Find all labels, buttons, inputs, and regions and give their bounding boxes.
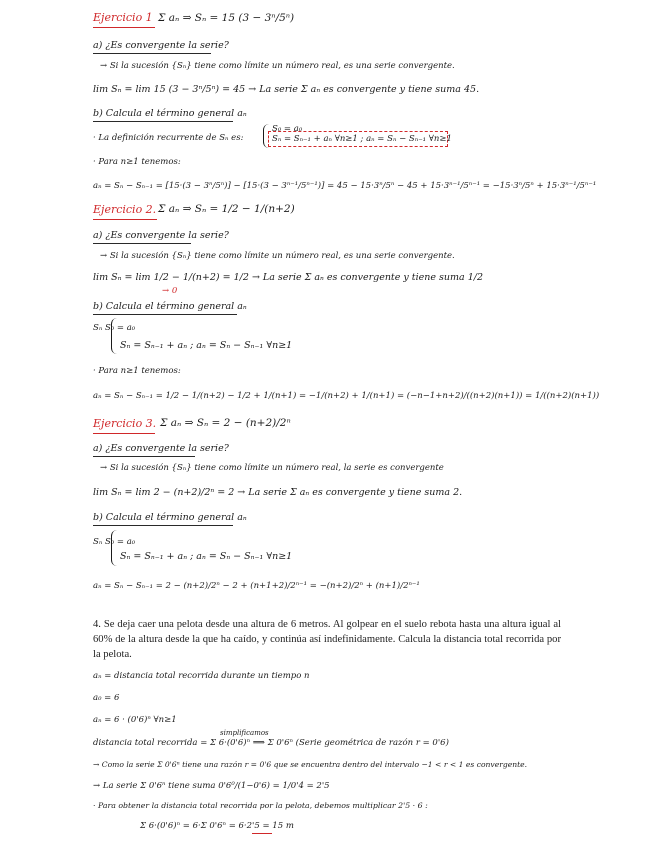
ex1-for-n: · Para n≥1 tenemos: [93,157,181,167]
p4-simplify-note: simplificamos [220,729,269,737]
ex1-general-term: aₙ = Sₙ − Sₙ₋₁ = [15·(3 − 3ⁿ/5ⁿ)] − [15·(3 − 3ⁿ⁻¹/5ⁿ⁻¹)] = 45 − 15·3ⁿ/5ⁿ − 45 + 15·3ⁿ⁻¹/5ⁿ⁻¹ = −15·3ⁿ/5ⁿ + 15·3ⁿ⁻¹/5ⁿ⁻¹ [93,181,597,191]
p4-line-result: Σ 6·(0'6)ⁿ = 6·Σ 0'6ⁿ = 6·2'5 = 15 m [140,821,294,831]
ex2-heading-formula: Σ aₙ ⇒ Sₙ = 1/2 − 1/(n+2) [158,203,295,215]
ex3-question-b-underline [93,525,233,526]
ex2-for-n: · Para n≥1 tenemos: [93,366,181,376]
p4-line-convergence: → Como la serie Σ 0'6ⁿ tiene una razón r = 0'6 que se encuentra dentro del intervalo −1 < r < 1 es convergente. [93,760,528,769]
p4-line-definition: aₙ = distancia total recorrida durante un tiempo n [93,671,310,681]
ex2-question-a: a) ¿Es convergente la serie? [93,230,229,241]
ex1-question-a-underline [93,53,211,54]
ex3-recurrence-step: Sₙ = Sₙ₋₁ + aₙ ; aₙ = Sₙ − Sₙ₋₁ ∀n≥1 [120,551,293,562]
p4-line-multiply: · Para obtener la distancia total recorrida por la pelota, debemos multiplicar 2'5 · 6 : [93,801,428,810]
ex3-title: Ejercicio 3. [93,417,157,430]
p4-line-initial: a₀ = 6 [93,693,120,703]
ex2-limit-note: → 0 [162,286,178,296]
ex3-question-b: b) Calcula el término general aₙ [93,512,247,523]
ex1-recurrence-step: Sₙ = Sₙ₋₁ + aₙ ∀n≥1 ; aₙ = Sₙ − Sₙ₋₁ ∀n≥1 [272,134,452,144]
ex3-recurrence-base: Sₙ S₀ = a₀ [93,537,136,547]
ex1-answer-a2: lim Sₙ = lim 15 (3 − 3ⁿ/5ⁿ) = 45 → La serie Σ aₙ es convergente y tiene suma 45. [93,84,480,95]
ex3-answer-a2: lim Sₙ = lim 2 − (n+2)/2ⁿ = 2 → La serie Σ aₙ es convergente y tiene suma 2. [93,487,463,498]
ex1-heading-formula: Σ aₙ ⇒ Sₙ = 15 (3 − 3ⁿ/5ⁿ) [158,12,295,24]
p4-result-underline [252,833,272,834]
ex1-answer-a1: → Si la sucesión {Sₙ} tiene como límite un número real, es una serie convergente. [100,61,455,71]
problem4-statement: 4. Se deja caer una pelota desde una altura de 6 metros. Al golpear en el suelo rebota hasta una altura igual al 60% de la altura desde la que ha caído, y continúa así indefinidamente. Calcula la distancia total recorrida por la pelota. [93,619,561,660]
ex3-heading-formula: Σ aₙ ⇒ Sₙ = 2 − (n+2)/2ⁿ [160,417,291,429]
ex2-answer-a1: → Si la sucesión {Sₙ} tiene como límite un número real, es una serie convergente. [100,251,455,261]
ex3-title-underline [93,433,155,434]
ex3-question-a: a) ¿Es convergente la serie? [93,443,229,454]
ex2-title-underline [93,219,157,220]
p4-line-total: distancia total recorrida = Σ 6·(0'6)ⁿ ⟹ Σ 0'6ⁿ (Serie geométrica de razón r = 0'6) [93,738,449,748]
ex1-question-b-underline [93,121,233,122]
ex1-recurrence-intro: · La definición recurrente de Sₙ es: [93,133,244,143]
ex1-question-a: a) ¿Es convergente la serie? [93,40,229,51]
ex1-question-b: b) Calcula el término general aₙ [93,108,247,119]
ex2-answer-a2: lim Sₙ = lim 1/2 − 1/(n+2) = 1/2 → La serie Σ aₙ es convergente y tiene suma 1/2 [93,272,483,283]
ex3-question-a-underline [93,456,195,457]
ex3-answer-a1: → Si la sucesión {Sₙ} tiene como límite un número real, la serie es convergente [100,463,444,473]
ex2-recurrence-base: Sₙ S₀ = a₀ [93,323,136,333]
ex1-title-underline [93,27,155,28]
ex2-general-term: aₙ = Sₙ − Sₙ₋₁ = 1/2 − 1/(n+2) − 1/2 + 1/(n+1) = −1/(n+2) + 1/(n+1) = (−n−1+n+2)/((n+2)(n+1)) = 1/((n+2)(n+1)) [93,391,600,401]
ex2-recurrence-step: Sₙ = Sₙ₋₁ + aₙ ; aₙ = Sₙ − Sₙ₋₁ ∀n≥1 [120,340,293,351]
ex2-title: Ejercicio 2. [93,203,157,216]
p4-line-sum: → La serie Σ 0'6ⁿ tiene suma 0'6⁰/(1−0'6) = 1/0'4 = 2'5 [93,781,330,791]
p4-line-term: aₙ = 6 · (0'6)ⁿ ∀n≥1 [93,715,177,725]
ex2-question-b-underline [93,314,237,315]
ex1-title: Ejercicio 1 [93,11,153,24]
ex2-question-b: b) Calcula el término general aₙ [93,301,247,312]
ex1-recurrence-base: S₀ = a₀ [272,124,303,134]
ex3-general-term: aₙ = Sₙ − Sₙ₋₁ = 2 − (n+2)/2ⁿ − 2 + (n+1+2)/2ⁿ⁻¹ = −(n+2)/2ⁿ + (n+1)/2ⁿ⁻¹ [93,581,420,591]
ex2-question-a-underline [93,243,191,244]
